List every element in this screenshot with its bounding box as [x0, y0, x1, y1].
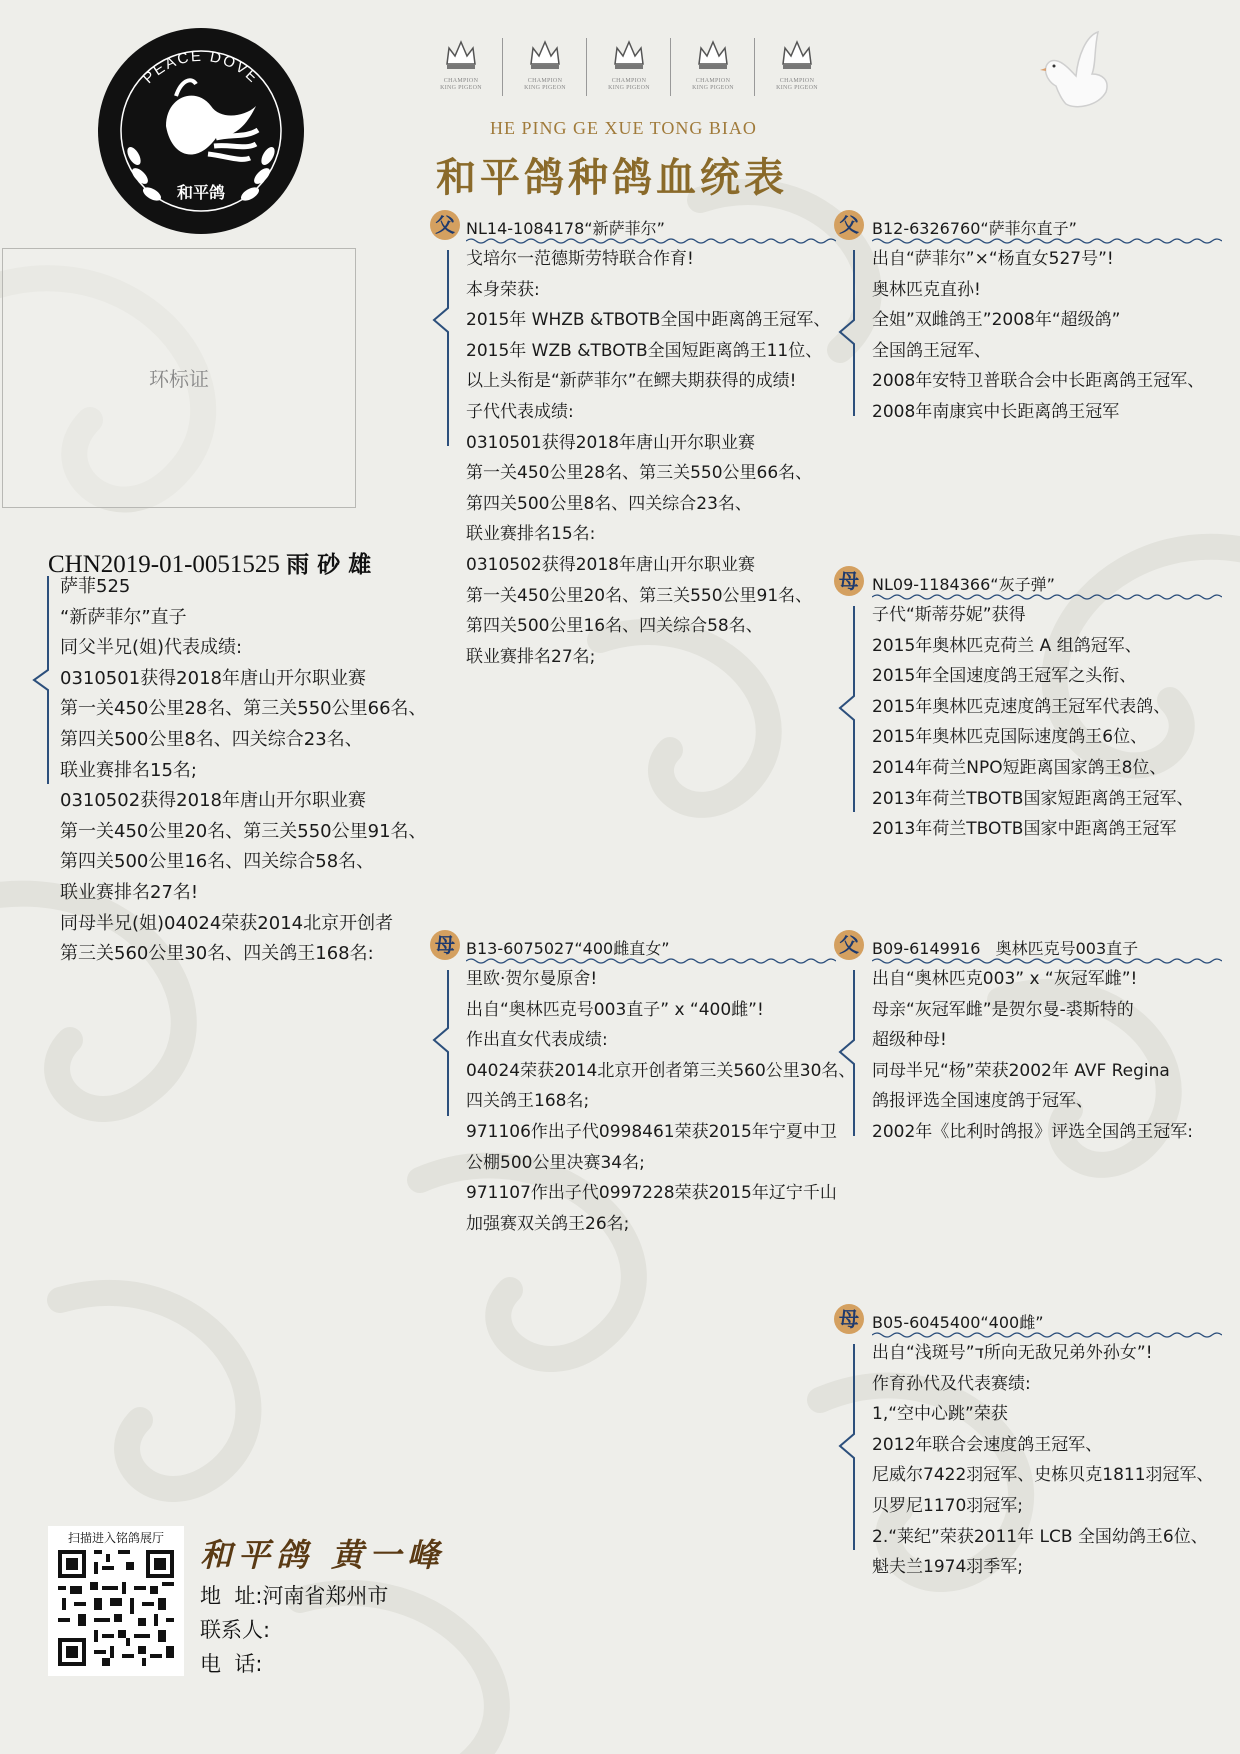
sire-line: 第一关450公里28名、第三关550公里66名、	[466, 463, 813, 484]
granddam-maternal-badge: 母	[834, 1304, 864, 1334]
dam-line: 里欧·贺尔曼原舍!	[466, 969, 598, 989]
subject-bracket	[28, 574, 50, 786]
subject-line: 第四关500公里8名、四关综合23名、	[60, 728, 363, 750]
subject-name: 雨 砂 雄	[286, 551, 372, 578]
pinyin-title: HE PING GE XUE TONG BIAO	[490, 118, 757, 138]
dam-id: B13-6075027“400雌直女”	[466, 939, 670, 958]
contact-label: 联系人:	[200, 1618, 271, 1642]
ring-certificate-box	[2, 248, 356, 508]
champion-crowns	[428, 32, 838, 98]
subject-line: 0310501获得2018年唐山开尔职业赛	[60, 667, 366, 689]
sire-details	[466, 244, 830, 672]
grandsire-paternal-details	[872, 244, 1204, 428]
granddam-paternal-bracket	[836, 604, 856, 814]
granddam-maternal-line: 作育孙代及代表赛绩:	[872, 1373, 1031, 1394]
granddam-maternal-line: 2.“莱纪”荣获2011年 LCB 全国幼鸽王6位、	[872, 1526, 1208, 1547]
grandsire-paternal-line: 2008年南康宾中长距离鸽王冠军	[872, 401, 1120, 422]
granddam-maternal-bracket	[836, 1342, 856, 1552]
subject-line: 第一关450公里20名、第三关550公里91名、	[60, 820, 427, 842]
granddam-paternal-line: 子代“斯蒂芬妮”获得	[872, 605, 1026, 625]
dam-line: 公棚500公里决赛34名;	[466, 1152, 645, 1173]
subject-line: “新萨菲尔”直子	[60, 606, 187, 628]
sire-line: 第四关500公里16名、四关综合58名、	[466, 616, 763, 637]
subject-line: 第四关500公里16名、四关综合58名、	[60, 851, 375, 873]
sire-line: 联业赛排名15名:	[466, 524, 596, 545]
qr-code-icon	[58, 1550, 174, 1666]
sire-line: 0310502获得2018年唐山开尔职业赛	[466, 554, 755, 575]
sire-id: NL14-1084178“新萨菲尔”	[466, 219, 665, 238]
page-title: 和平鸽种鸽血统表	[436, 154, 788, 201]
phone-label: 电 话:	[200, 1652, 263, 1676]
dam-line: 作出直女代表成绩:	[466, 1030, 608, 1051]
sire-line: 本身荣获:	[466, 279, 540, 300]
grandsire-paternal-id: B12-6326760“萨菲尔直子”	[872, 219, 1077, 238]
granddam-paternal-line: 2014年荷兰NPO短距离国家鸽王8位、	[872, 757, 1167, 778]
grandsire-paternal-badge: 父	[834, 210, 864, 240]
dam-badge: 母	[430, 930, 460, 960]
granddam-paternal-line: 2013年荷兰TBOTB国家短距离鸽王冠军、	[872, 788, 1194, 809]
dam-bracket	[430, 968, 450, 1118]
granddam-maternal-line: 尼威尔7422羽冠军、史栋贝克1811羽冠军、	[872, 1465, 1214, 1486]
sire-bracket	[430, 248, 450, 448]
logo-text-top: PEACE DOVE	[139, 47, 263, 88]
crown-icon: CHAMPION KING PIGEON	[680, 32, 746, 98]
granddam-maternal-line: 2012年联合会速度鸽王冠军、	[872, 1434, 1103, 1455]
granddam-maternal-details	[872, 1338, 1214, 1583]
crown-icon: CHAMPION KING PIGEON	[428, 32, 494, 98]
qr-caption: 扫描进入铭鸽展厅	[67, 1531, 164, 1545]
granddam-maternal-line: 1,“空中心跳”荣获	[872, 1404, 1008, 1425]
sire-line: 0310501获得2018年唐山开尔职业赛	[466, 432, 755, 453]
grandsire-paternal-bracket	[836, 248, 856, 418]
sire-badge: 父	[430, 210, 460, 240]
grandsire-paternal-line: 2008年安特卫普联合会中长距离鸽王冠军、	[872, 371, 1205, 392]
white-dove-image	[1036, 26, 1126, 126]
granddam-paternal-badge: 母	[834, 566, 864, 596]
phone-row	[200, 1648, 262, 1678]
dam-line: 四关鸽王168名;	[466, 1091, 590, 1112]
grandsire-maternal-id: B09-6149916 奥林匹克号003直子	[872, 939, 1139, 958]
grandsire-paternal-line: 出自“萨菲尔”×“杨直女527号”!	[872, 249, 1114, 269]
granddam-paternal-line: 2013年荷兰TBOTB国家中距离鸽王冠军	[872, 819, 1177, 840]
dam-details	[466, 964, 855, 1239]
address-value: 河南省郑州市	[262, 1584, 389, 1608]
crown-icon: CHAMPION KING PIGEON	[512, 32, 578, 98]
qr-code-panel[interactable]	[48, 1526, 184, 1676]
dam-line: 出自“奥林匹克号003直子” x “400雌”!	[466, 999, 764, 1020]
dam-line: 加强赛双关鸽王26名;	[466, 1213, 630, 1234]
crown-icon: CHAMPION KING PIGEON	[764, 32, 830, 98]
granddam-paternal-id: NL09-1184366“灰子弹”	[872, 575, 1055, 594]
grandsire-paternal-line: 全姐”双雌鸽王”2008年“超级鸽”	[872, 310, 1121, 331]
sire-line: 戈培尔一范德斯劳特联合作育!	[466, 249, 694, 269]
granddam-paternal-line: 2015年奥林匹克国际速度鸽王6位、	[872, 727, 1148, 748]
subject-line: 萨菲525	[60, 576, 131, 597]
sire-line: 联业赛排名27名;	[466, 646, 596, 667]
subject-ring-number: CHN2019-01-0051525	[48, 551, 280, 578]
grandsire-maternal-line: 母亲“灰冠军雌”是贺尔曼-裘斯特的	[872, 999, 1134, 1020]
granddam-paternal-line: 2015年全国速度鸽王冠军之头衔、	[872, 666, 1137, 687]
crown-icon: CHAMPION KING PIGEON	[596, 32, 662, 98]
grandsire-maternal-line: 出自“奥林匹克003” x “灰冠军雌”!	[872, 969, 1138, 989]
ring-certificate-label: 环标证	[149, 367, 209, 391]
subject-line: 0310502获得2018年唐山开尔职业赛	[60, 790, 366, 812]
granddam-paternal-line: 2015年奥林匹克荷兰 A 组鸽冠军、	[872, 635, 1142, 656]
sire-line: 第四关500公里8名、四关综合23名、	[466, 493, 752, 514]
peace-dove-logo	[96, 26, 306, 236]
subject-line: 第三关560公里30名、四关鸽王168名:	[60, 943, 374, 965]
grandsire-maternal-bracket	[836, 968, 856, 1138]
dam-line: 971107作出子代0997228荣获2015年辽宁千山	[466, 1183, 837, 1204]
grandsire-paternal-line: 奥林匹克直孙!	[872, 279, 981, 300]
grandsire-maternal-badge: 父	[834, 930, 864, 960]
grandsire-maternal-line: 同母半兄“杨”荣获2002年 AVF Regina	[872, 1060, 1170, 1081]
sire-line: 第一关450公里20名、第三关550公里91名、	[466, 585, 813, 606]
subject-line: 联业赛排名27名!	[60, 881, 199, 903]
sire-line: 子代代表成绩:	[466, 401, 574, 422]
sire-line: 以上头衔是“新萨菲尔”在鳏夫期获得的成绩!	[466, 371, 797, 392]
grandsire-maternal-details	[872, 964, 1193, 1148]
address-label: 地 址:	[200, 1584, 263, 1608]
contact-row	[200, 1614, 270, 1644]
granddam-maternal-line: 出自“浅斑号”ד所向无敌兄弟外孙女”!	[872, 1343, 1153, 1363]
granddam-maternal-id: B05-6045400“400雌”	[872, 1313, 1044, 1332]
subject-line: 联业赛排名15名;	[60, 759, 197, 781]
dam-line: 971106作出子代0998461荣获2015年宁夏中卫	[466, 1121, 837, 1142]
address-row	[200, 1580, 388, 1610]
subject-line: 第一关450公里28名、第三关550公里66名、	[60, 698, 427, 720]
granddam-paternal-line: 2015年奥林匹克速度鸽王冠军代表鸽、	[872, 696, 1171, 717]
grandsire-maternal-line: 超级种母!	[872, 1030, 947, 1051]
grandsire-maternal-line: 鸽报评选全国速度鸽于冠军、	[872, 1091, 1093, 1112]
granddam-paternal-details	[872, 600, 1193, 845]
subject-line: 同父半兄(姐)代表成绩:	[60, 637, 243, 659]
signature: 和平鸽 黄一峰	[200, 1536, 446, 1574]
grandsire-paternal-line: 全国鸽王冠军、	[872, 340, 991, 361]
sire-line: 2015年 WHZB &TBOTB全国中距离鸽王冠军、	[466, 310, 831, 331]
subject-details	[60, 572, 427, 970]
dam-line: 04024荣获2014北京开创者第三关560公里30名、	[466, 1060, 856, 1081]
granddam-maternal-line: 魁夫兰1974羽季军;	[872, 1557, 1023, 1578]
granddam-maternal-line: 贝罗尼1170羽冠军;	[872, 1495, 1023, 1516]
subject-line: 同母半兄(姐)04024荣获2014北京开创者	[60, 912, 394, 934]
sire-line: 2015年 WZB &TBOTB全国短距离鸽王11位、	[466, 340, 823, 361]
logo-text-center: 和平鸽	[176, 183, 226, 202]
grandsire-maternal-line: 2002年《比利时鸽报》评选全国鸽王冠军:	[872, 1121, 1193, 1142]
